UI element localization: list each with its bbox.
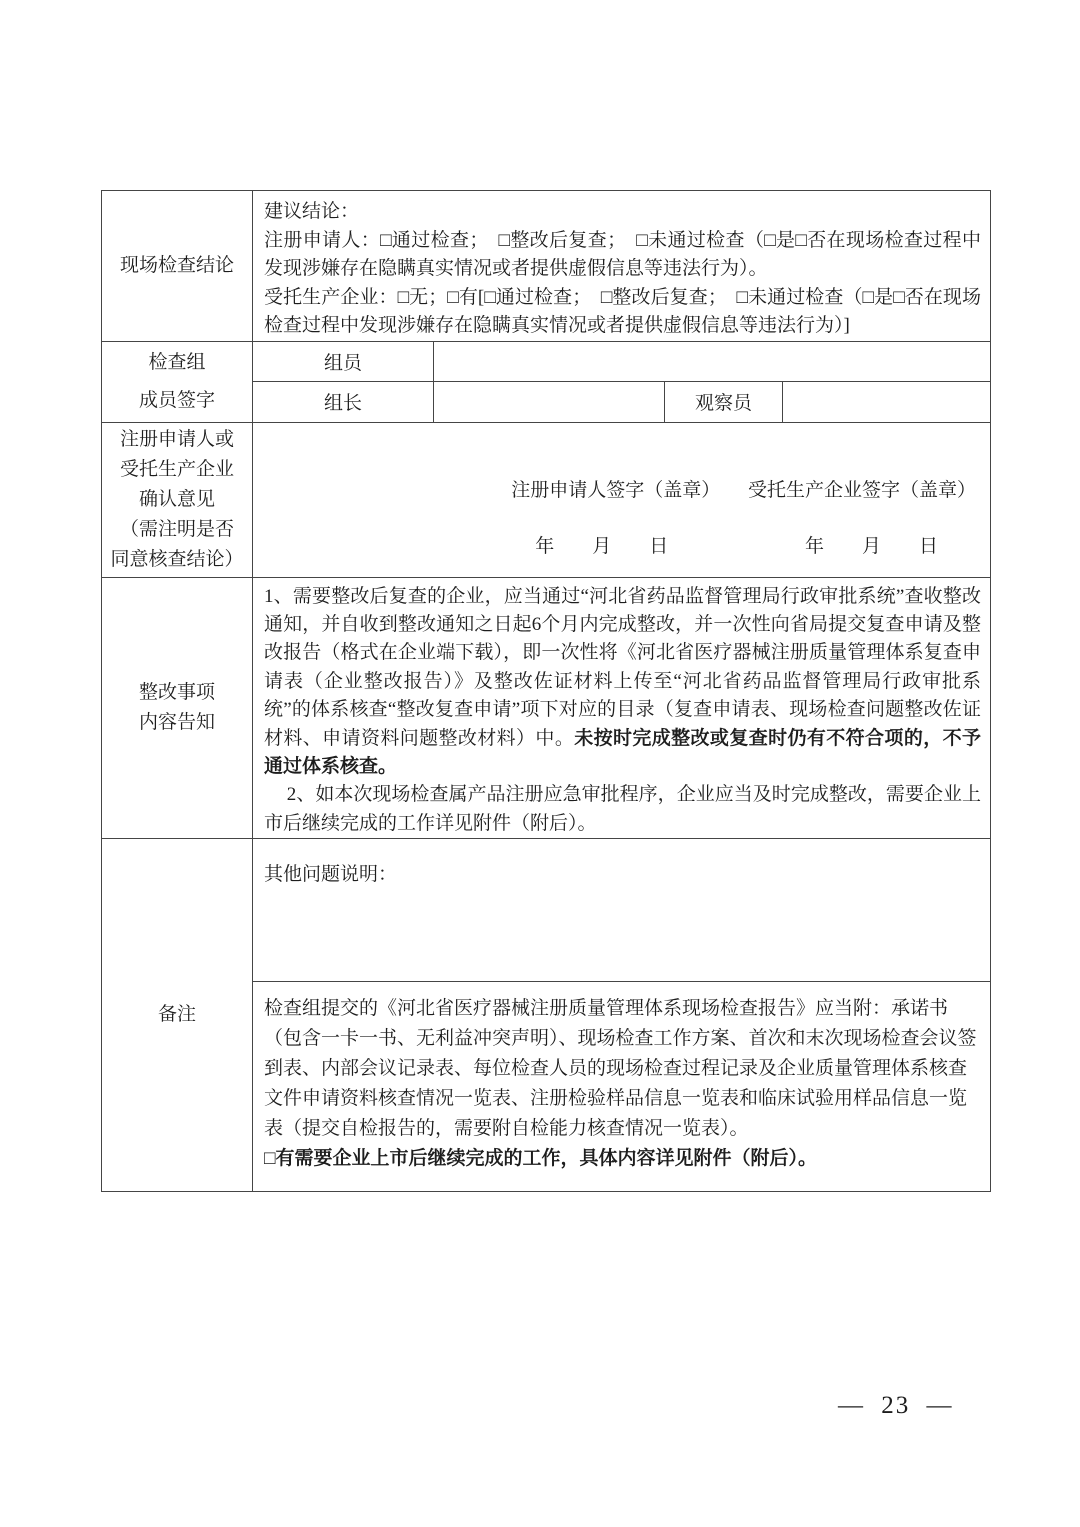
team-leader-label: 组长	[253, 382, 434, 423]
observer-label: 观察员	[665, 382, 783, 423]
inspection-report-form-table	[101, 190, 991, 1192]
entrusted-date-caption: 年 月 日	[804, 535, 938, 557]
site-inspection-conclusion-content	[253, 191, 991, 342]
signature-date-line	[253, 537, 990, 557]
signature-caption-line	[253, 481, 990, 501]
team-member-signature-area	[434, 341, 991, 382]
rectification-label-line2: 内容告知	[138, 711, 215, 733]
team-leader-signature-area	[434, 382, 665, 423]
rectification-deadline-warning: 未按时完成整改或复查时仍有不符合项的，不予通过体系核查。	[264, 727, 981, 777]
entrusted-signature-caption: 受托生产企业签字（盖章）	[747, 479, 976, 501]
field-label-remarks	[102, 839, 253, 1192]
field-label-site-inspection-conclusion	[102, 191, 253, 342]
other-issues-title: 其他问题说明：	[264, 864, 398, 886]
confirmation-signature-area	[253, 422, 991, 577]
applicant-signature-caption: 注册申请人签字（盖章）	[511, 479, 721, 501]
confirmation-label-line3: 确认意见	[138, 488, 215, 510]
rectification-notice-content	[253, 577, 991, 839]
rectification-paragraph-1	[264, 583, 981, 782]
team-label-line1: 检查组	[148, 351, 206, 373]
observer-signature-area	[783, 382, 991, 423]
confirmation-label-line1: 注册申请人或	[119, 428, 234, 450]
other-issues-cell	[253, 839, 991, 982]
rectification-paragraph-1-text: 1、需要整改后复查的企业，应当通过“河北省药品监督管理局行政审批系统”查收整改通知，并自收到整改通知之日起6个月内完成整改，并一次性向省局提交复查申请及整改报告（格式在企业端下载），即一次性将《河北省医疗器械注册质量管理体系复查申请表（企业整改报告）》及整改佐证材料上传至“河北省药品监督管理局行政审批系统”的体系核查“整改复查申请”项下对应的目录（复查申请表、现场检查问题整改佐证材料、申请资料问题整改材料）中。	[264, 585, 981, 749]
team-label-line2: 成员签字	[138, 389, 215, 411]
entrusted-manufacturer-conclusion-options: 受托生产企业：□无；□有[□通过检查； □整改后复查； □未通过检查（□是□否在现场检查过程中发现涉嫌存在隐瞒真实情况或者提供虚假信息等违法行为）]	[264, 286, 981, 336]
team-member-label: 组员	[253, 341, 434, 382]
remarks-attachment-note: 检查组提交的《河北省医疗器械注册质量管理体系现场检查报告》应当附：承诺书（包含一卡一书、无利益冲突声明）、现场检查工作方案、首次和末次现场检查会议签到表、内部会议记录表、每位检查人员的现场检查过程记录及企业质量管理体系核查文件申请资料核查情况一览表、注册检验样品信息一览表和临床试验用样品信息一览表（提交自检报告的，需要附自检能力核查情况一览表）。	[264, 998, 977, 1140]
field-label-confirmation-opinion	[102, 422, 253, 577]
applicant-conclusion-options: 注册申请人：□通过检查； □整改后复查； □未通过检查（□是□否在现场检查过程中发现涉嫌存在隐瞒真实情况或者提供虚假信息等违法行为）。	[264, 229, 981, 279]
rectification-label-line1: 整改事项	[138, 681, 215, 703]
page-number: — 23 —	[838, 1392, 954, 1419]
remarks-label-text: 备注	[157, 1004, 196, 1026]
remarks-note-cell	[253, 982, 991, 1192]
confirmation-label-line5: 同意核查结论）	[110, 548, 244, 570]
confirmation-label-line2: 受托生产企业	[119, 458, 234, 480]
rectification-paragraph-2: 2、如本次现场检查属产品注册应急审批程序，企业应当及时完成整改，需要企业上市后继续完成的工作详见附件（附后）。	[264, 784, 981, 834]
site-inspection-conclusion-label-text: 现场检查结论	[119, 254, 234, 276]
applicant-date-caption: 年 月 日	[535, 535, 669, 557]
post-market-work-checkbox-note: □有需要企业上市后继续完成的工作，具体内容详见附件（附后）。	[264, 1148, 817, 1170]
field-label-rectification-notice	[102, 577, 253, 839]
confirmation-label-line4: （需注明是否	[119, 518, 234, 540]
suggested-conclusion-title: 建议结论：	[264, 201, 360, 222]
field-label-inspection-team-signature	[102, 341, 253, 422]
